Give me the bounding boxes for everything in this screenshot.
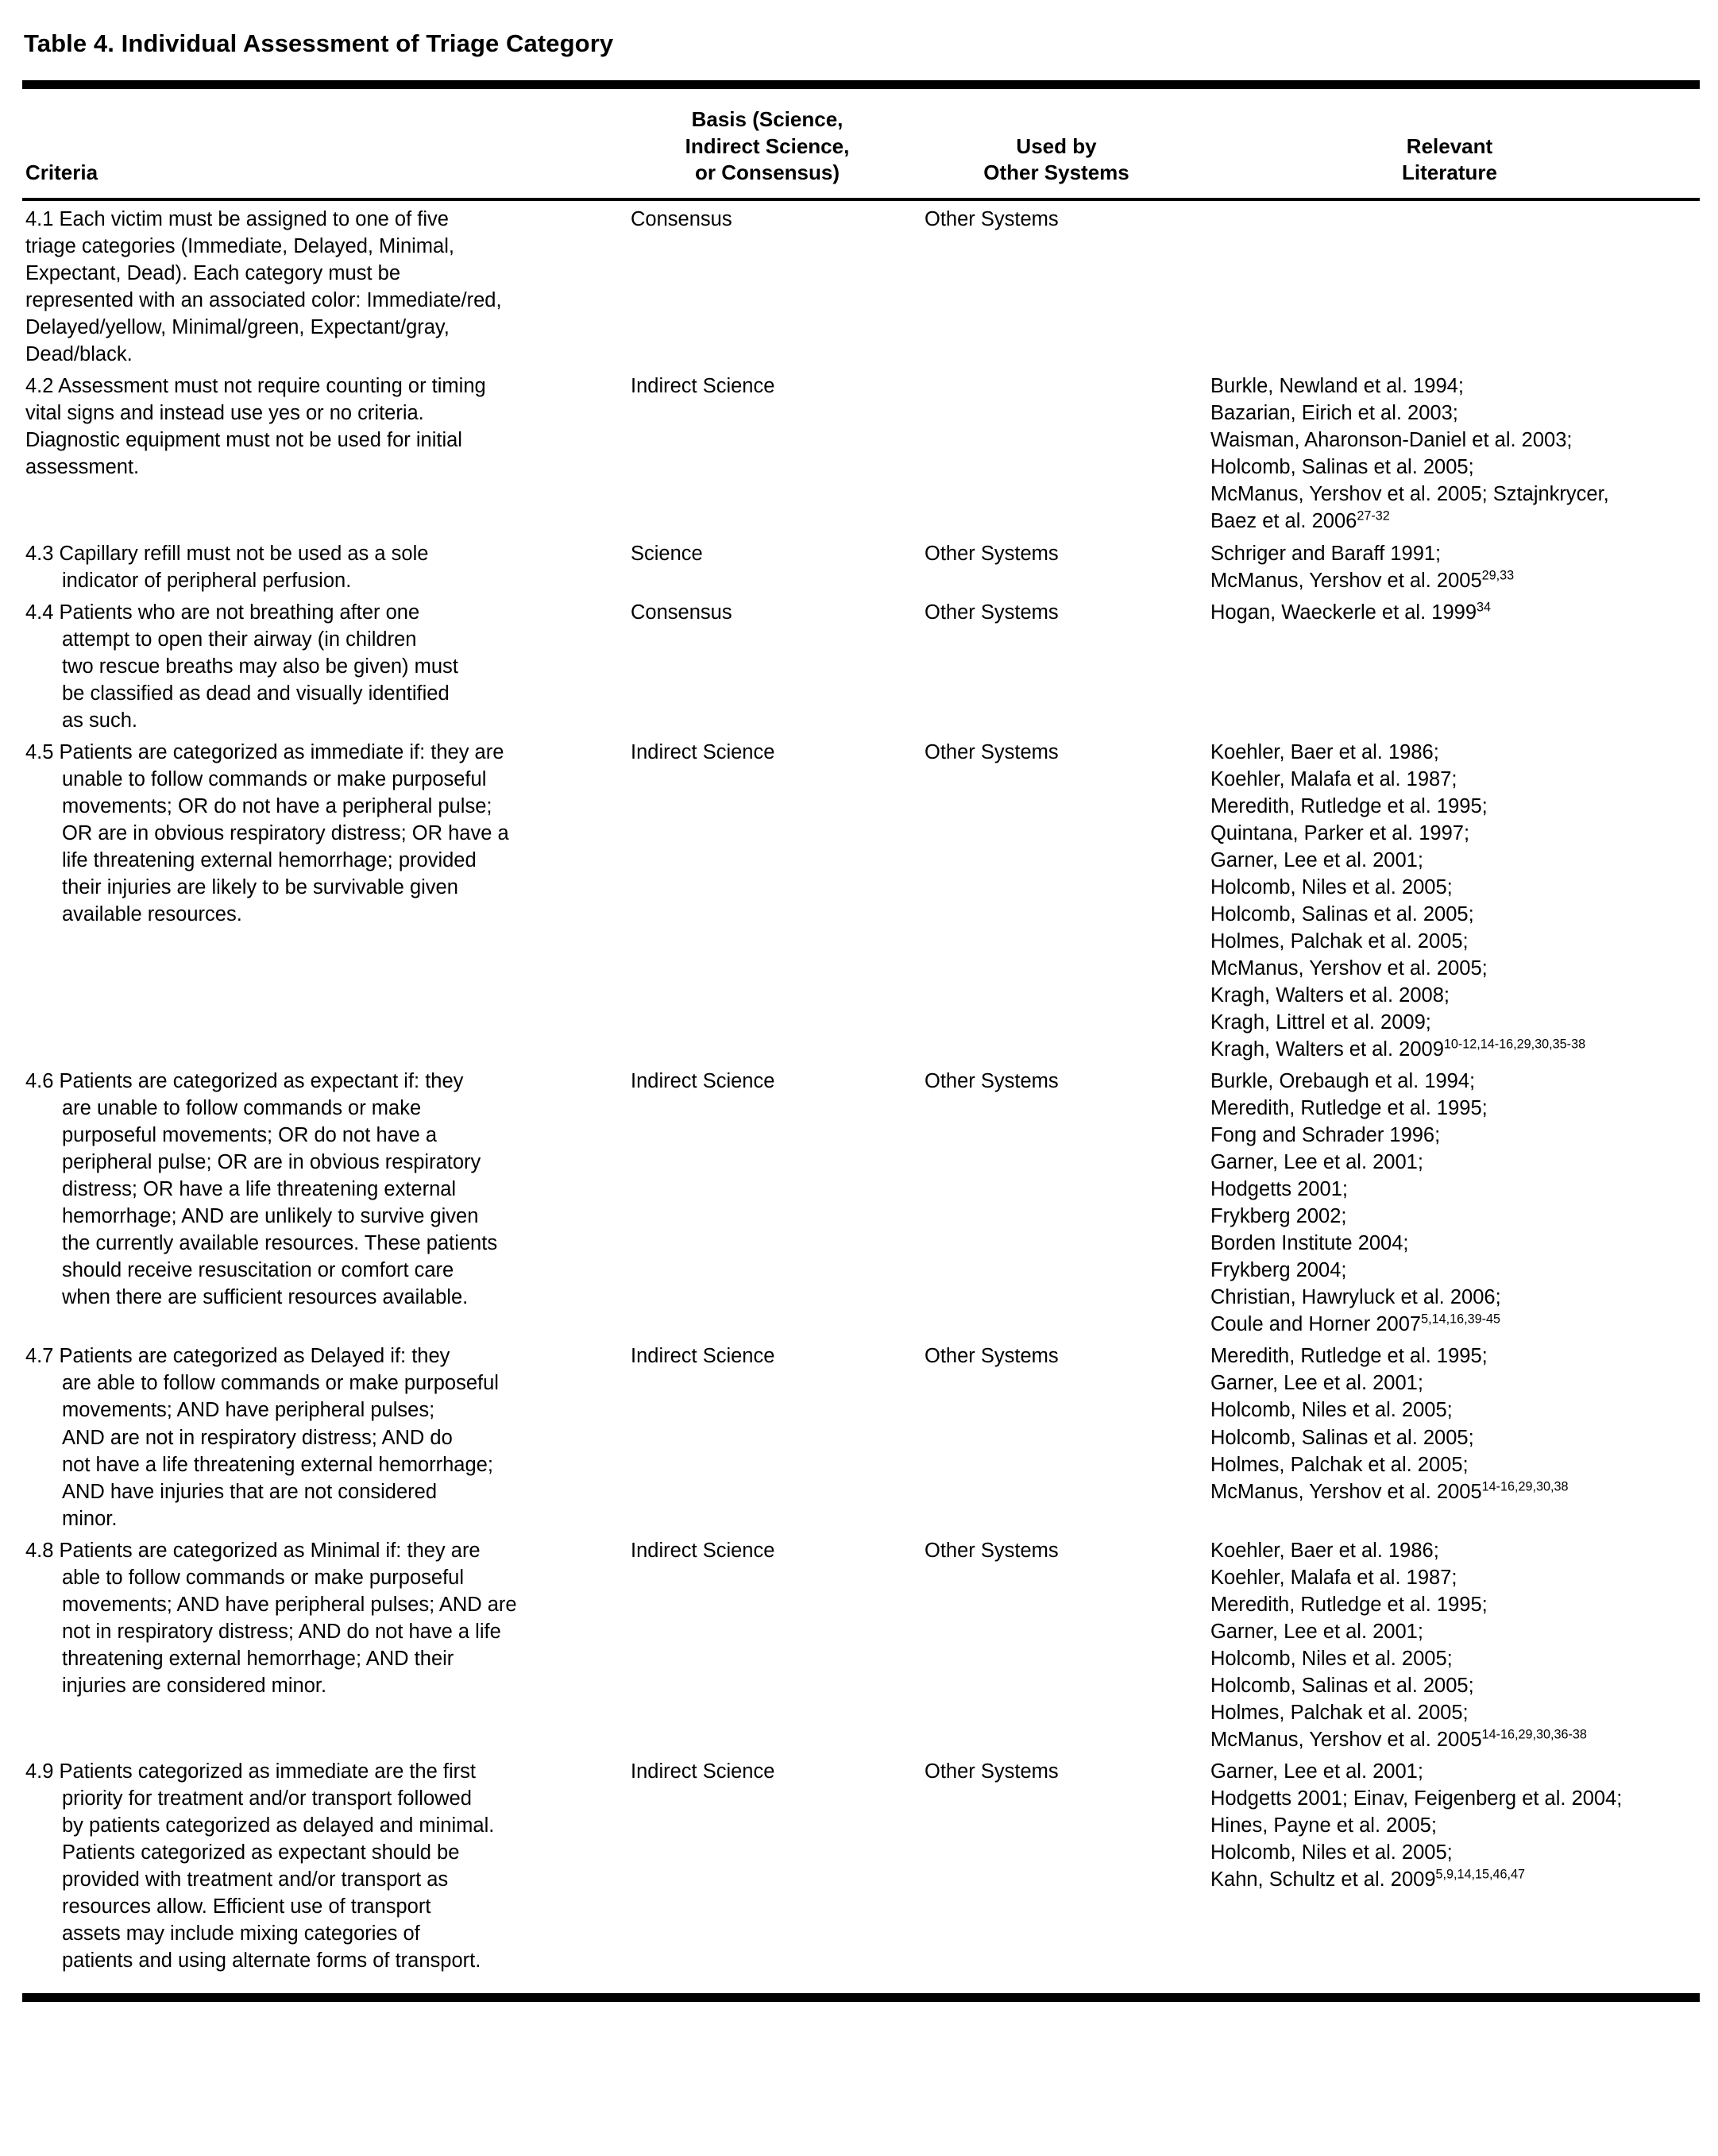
- literature-line: [1210, 1478, 1697, 1505]
- cell-used-by: Other Systems: [925, 1760, 1059, 1783]
- cell-used-by: Other Systems: [925, 542, 1059, 565]
- literature-citation: Kragh, Walters et al. 2009: [1210, 1038, 1444, 1061]
- column-header-basis-line2: Indirect Science,: [685, 133, 850, 158]
- literature-line: [1210, 1176, 1697, 1203]
- literature-line: [1210, 1370, 1697, 1397]
- literature-citation: Hogan, Waeckerle et al. 1999: [1210, 601, 1477, 624]
- criteria-line: resources allow. Efficient use of transport: [62, 1895, 431, 1918]
- literature-line: [1210, 982, 1697, 1009]
- literature-line: [1210, 1009, 1697, 1036]
- literature-citation: Hodgetts 2001; Einav, Feigenberg et al. 2004;: [1210, 1787, 1623, 1810]
- literature-line: [1210, 1866, 1697, 1893]
- literature-line: [1210, 1284, 1697, 1311]
- column-header-used-by: [913, 89, 1199, 199]
- criteria-line: indicator of peripheral perfusion.: [62, 569, 352, 592]
- cell-basis: Science: [631, 542, 703, 565]
- literature-citation: Meredith, Rutledge et al. 1995;: [1210, 1345, 1488, 1368]
- literature-line: [1210, 1149, 1697, 1176]
- criteria-line: 4.6 Patients are categorized as expectant if: they: [25, 1070, 464, 1093]
- criteria-line: unable to follow commands or make purposeful: [62, 767, 487, 790]
- cell-literature: [1199, 1063, 1700, 1338]
- cell-criteria: [22, 1753, 626, 1974]
- literature-citation: Holmes, Palchak et al. 2005;: [1210, 929, 1469, 952]
- literature-line: [1210, 1537, 1697, 1564]
- literature-line: [1210, 739, 1697, 766]
- literature-line: [1210, 901, 1697, 928]
- literature-citation: Holcomb, Niles et al. 2005;: [1210, 1841, 1453, 1864]
- literature-reference-superscript: 14-16,29,30,36-38: [1481, 1727, 1587, 1742]
- literature-line: [1210, 1839, 1697, 1866]
- criteria-line: Expectant, Dead). Each category must be: [25, 262, 400, 285]
- cell-used-by: Other Systems: [925, 1345, 1059, 1368]
- table-row: [22, 734, 1700, 1063]
- criteria-line: threatening external hemorrhage; AND their: [62, 1647, 454, 1670]
- literature-citation: Waisman, Aharonson-Daniel et al. 2003;: [1210, 429, 1573, 452]
- cell-criteria: [22, 594, 626, 734]
- literature-citation: Holcomb, Niles et al. 2005;: [1210, 875, 1453, 898]
- cell-literature: [1199, 368, 1700, 535]
- literature-line: [1210, 1068, 1697, 1095]
- literature-citation: Kahn, Schultz et al. 2009: [1210, 1868, 1436, 1891]
- criteria-line: their injuries are likely to be survivable given: [62, 875, 458, 898]
- literature-line: [1210, 1343, 1697, 1370]
- literature-citation: Holmes, Palchak et al. 2005;: [1210, 1701, 1469, 1724]
- literature-citation: Hodgetts 2001;: [1210, 1178, 1348, 1201]
- cell-criteria: [22, 199, 626, 368]
- criteria-line: should receive resuscitation or comfort care: [62, 1259, 454, 1282]
- literature-line: [1210, 1095, 1697, 1122]
- cell-criteria: [22, 1532, 626, 1753]
- literature-line: [1210, 1564, 1697, 1591]
- literature-citation: Holcomb, Salinas et al. 2005;: [1210, 902, 1474, 925]
- literature-citation: Christian, Hawryluck et al. 2006;: [1210, 1286, 1501, 1309]
- literature-line: [1210, 1424, 1697, 1451]
- criteria-line: minor.: [62, 1507, 118, 1530]
- cell-used-by: Other Systems: [925, 1539, 1059, 1562]
- table-header: [22, 89, 1700, 199]
- cell-used-by: Other Systems: [925, 740, 1059, 763]
- criteria-line: be classified as dead and visually identified: [62, 682, 450, 705]
- literature-line: [1210, 1230, 1697, 1257]
- criteria-line: 4.3 Capillary refill must not be used as a sole: [25, 542, 429, 565]
- table-row: [22, 199, 1700, 368]
- column-header-criteria: [22, 89, 626, 199]
- literature-line: [1210, 427, 1697, 454]
- criteria-line: 4.1 Each victim must be assigned to one of five: [25, 208, 449, 231]
- literature-citation: Borden Institute 2004;: [1210, 1232, 1409, 1255]
- literature-citation: McManus, Yershov et al. 2005: [1210, 1728, 1482, 1751]
- criteria-line: AND have injuries that are not considered: [62, 1480, 438, 1503]
- table-row: [22, 594, 1700, 734]
- literature-line: [1210, 454, 1697, 481]
- literature-citation: Fong and Schrader 1996;: [1210, 1124, 1441, 1147]
- cell-criteria: [22, 1338, 626, 1532]
- criteria-line: provided with treatment and/or transport as: [62, 1868, 449, 1891]
- cell-literature: [1199, 1532, 1700, 1753]
- criteria-line: Diagnostic equipment must not be used for initial: [25, 429, 462, 452]
- literature-citation: Holcomb, Salinas et al. 2005;: [1210, 456, 1474, 479]
- column-header-literature-line1: Relevant: [1406, 133, 1493, 158]
- literature-citation: Burkle, Newland et al. 1994;: [1210, 375, 1464, 398]
- literature-citation: Hines, Payne et al. 2005;: [1210, 1814, 1437, 1837]
- criteria-line: priority for treatment and/or transport followed: [62, 1787, 472, 1810]
- literature-citation: Kragh, Walters et al. 2008;: [1210, 984, 1450, 1007]
- literature-citation: Garner, Lee et al. 2001;: [1210, 848, 1423, 871]
- literature-citation: Kragh, Littrel et al. 2009;: [1210, 1011, 1431, 1034]
- criteria-line: injuries are considered minor.: [62, 1674, 327, 1697]
- literature-reference-superscript: 10-12,14-16,29,30,35-38: [1443, 1037, 1586, 1052]
- literature-line: [1210, 1672, 1697, 1699]
- literature-citation: Burkle, Orebaugh et al. 1994;: [1210, 1070, 1476, 1093]
- cell-literature: [1199, 1753, 1700, 1974]
- table-title: Table 4. Individual Assessment of Triage Category: [24, 29, 614, 57]
- literature-line: [1210, 1785, 1697, 1812]
- criteria-line: attempt to open their airway (in children: [62, 628, 417, 651]
- literature-line: [1210, 1812, 1697, 1839]
- triage-assessment-table: [22, 89, 1700, 1974]
- criteria-line: movements; AND have peripheral pulses;: [62, 1399, 435, 1422]
- cell-basis: Indirect Science: [631, 740, 775, 763]
- criteria-line: able to follow commands or make purposeful: [62, 1566, 465, 1589]
- criteria-line: life threatening external hemorrhage; provided: [62, 848, 477, 871]
- literature-citation: McManus, Yershov et al. 2005: [1210, 569, 1482, 592]
- literature-reference-superscript: 14-16,29,30,38: [1481, 1479, 1569, 1494]
- literature-line: [1210, 1122, 1697, 1149]
- criteria-line: 4.7 Patients are categorized as Delayed if: they: [25, 1345, 450, 1368]
- literature-line: [1210, 820, 1697, 847]
- criteria-line: two rescue breaths may also be given) must: [62, 655, 458, 678]
- literature-citation: Meredith, Rutledge et al. 1995;: [1210, 794, 1488, 817]
- table-row: [22, 1532, 1700, 1753]
- literature-reference-superscript: 34: [1477, 600, 1492, 615]
- literature-reference-superscript: 5,9,14,15,46,47: [1435, 1867, 1526, 1882]
- literature-citation: Holcomb, Salinas et al. 2005;: [1210, 1674, 1474, 1697]
- literature-line: [1210, 793, 1697, 820]
- criteria-line: distress; OR have a life threatening external: [62, 1178, 457, 1201]
- criteria-line: when there are sufficient resources available.: [62, 1286, 469, 1309]
- criteria-line: 4.2 Assessment must not require counting or timing: [25, 375, 486, 398]
- literature-citation: Garner, Lee et al. 2001;: [1210, 1760, 1423, 1783]
- literature-line: [1210, 400, 1697, 427]
- literature-line: [1210, 599, 1697, 626]
- cell-basis: Consensus: [631, 601, 732, 624]
- criteria-line: hemorrhage; AND are unlikely to survive given: [62, 1205, 479, 1228]
- cell-basis: Indirect Science: [631, 375, 775, 398]
- cell-basis: Indirect Science: [631, 1539, 775, 1562]
- cell-basis: Indirect Science: [631, 1070, 775, 1093]
- literature-citation: Garner, Lee et al. 2001;: [1210, 1620, 1423, 1643]
- criteria-line: 4.9 Patients categorized as immediate are the first: [25, 1760, 476, 1783]
- literature-line: [1210, 540, 1697, 567]
- literature-citation: Baez et al. 2006: [1210, 510, 1357, 533]
- literature-line: [1210, 1758, 1697, 1785]
- cell-literature: [1199, 594, 1700, 734]
- table-bottom-rule: [22, 1993, 1700, 2002]
- criteria-line: as such.: [62, 709, 137, 732]
- criteria-line: OR are in obvious respiratory distress; OR have a: [62, 821, 509, 844]
- literature-line: [1210, 1699, 1697, 1726]
- literature-line: [1210, 1591, 1697, 1618]
- cell-literature: [1199, 1338, 1700, 1532]
- literature-citation: Frykberg 2004;: [1210, 1259, 1347, 1282]
- cell-basis: Consensus: [631, 208, 732, 231]
- column-header-basis-line3: or Consensus): [694, 160, 840, 185]
- criteria-line: available resources.: [62, 902, 242, 925]
- cell-used-by: Other Systems: [925, 1070, 1059, 1093]
- literature-citation: Meredith, Rutledge et al. 1995;: [1210, 1593, 1488, 1616]
- criteria-line: assessment.: [25, 456, 140, 479]
- literature-line: [1210, 567, 1697, 594]
- criteria-line: Delayed/yellow, Minimal/green, Expectant/gray,: [25, 316, 450, 339]
- literature-citation: Quintana, Parker et al. 1997;: [1210, 821, 1470, 844]
- literature-line: [1210, 1645, 1697, 1672]
- cell-basis: Indirect Science: [631, 1345, 775, 1368]
- literature-citation: Koehler, Malafa et al. 1987;: [1210, 1566, 1457, 1589]
- cell-criteria: [22, 368, 626, 535]
- literature-reference-superscript: 5,14,16,39-45: [1421, 1312, 1501, 1327]
- criteria-line: 4.4 Patients who are not breathing after one: [25, 601, 420, 624]
- literature-citation: Holcomb, Niles et al. 2005;: [1210, 1647, 1453, 1670]
- literature-citation: Meredith, Rutledge et al. 1995;: [1210, 1097, 1488, 1120]
- literature-citation: Koehler, Baer et al. 1986;: [1210, 740, 1439, 763]
- literature-line: [1210, 928, 1697, 955]
- cell-basis: Indirect Science: [631, 1760, 775, 1783]
- criteria-line: movements; OR do not have a peripheral pulse;: [62, 794, 492, 817]
- literature-line: [1210, 1311, 1697, 1338]
- criteria-line: Patients categorized as expectant should be: [62, 1841, 460, 1864]
- criteria-line: vital signs and instead use yes or no criteria.: [25, 402, 424, 425]
- criteria-line: peripheral pulse; OR are in obvious respiratory: [62, 1151, 481, 1174]
- criteria-line: not in respiratory distress; AND do not have a life: [62, 1620, 501, 1643]
- literature-line: [1210, 1036, 1697, 1063]
- table-body: [22, 199, 1700, 1974]
- cell-literature: [1199, 535, 1700, 594]
- literature-citation: Holcomb, Niles et al. 2005;: [1210, 1399, 1453, 1422]
- criteria-line: AND are not in respiratory distress; AND do: [62, 1426, 453, 1449]
- literature-citation: Frykberg 2002;: [1210, 1205, 1347, 1228]
- cell-criteria: [22, 535, 626, 594]
- literature-line: [1210, 1451, 1697, 1478]
- column-header-basis-line1: Basis (Science,: [691, 106, 844, 131]
- column-header-used-by-line2: Other Systems: [983, 160, 1129, 185]
- literature-line: [1210, 847, 1697, 874]
- literature-reference-superscript: 29,33: [1481, 568, 1515, 583]
- table-bottom-spacer: [21, 1974, 1697, 1993]
- criteria-line: 4.8 Patients are categorized as Minimal if: they are: [25, 1539, 481, 1562]
- literature-line: [1210, 508, 1697, 535]
- criteria-line: movements; AND have peripheral pulses; AND are: [62, 1593, 517, 1616]
- literature-line: [1210, 766, 1697, 793]
- literature-citation: McManus, Yershov et al. 2005: [1210, 1480, 1482, 1503]
- literature-citation: Coule and Horner 2007: [1210, 1313, 1422, 1336]
- literature-line: [1210, 1203, 1697, 1230]
- column-header-criteria-label: Criteria: [25, 160, 98, 185]
- criteria-line: the currently available resources. These patients: [62, 1232, 498, 1255]
- criteria-line: purposeful movements; OR do not have a: [62, 1124, 438, 1147]
- table-row: [22, 1753, 1700, 1974]
- criteria-line: are unable to follow commands or make: [62, 1097, 422, 1120]
- cell-literature: [1199, 199, 1700, 368]
- literature-line: [1210, 1618, 1697, 1645]
- criteria-line: are able to follow commands or make purposeful: [62, 1372, 499, 1395]
- literature-citation: Holcomb, Salinas et al. 2005;: [1210, 1426, 1474, 1449]
- literature-line: [1210, 1397, 1697, 1424]
- table-row: [22, 1063, 1700, 1338]
- cell-criteria: [22, 1063, 626, 1338]
- literature-citation: Garner, Lee et al. 2001;: [1210, 1151, 1423, 1174]
- cell-literature: [1199, 734, 1700, 1063]
- cell-used-by: Other Systems: [925, 601, 1059, 624]
- criteria-line: not have a life threatening external hemorrhage;: [62, 1453, 493, 1476]
- literature-citation: McManus, Yershov et al. 2005;: [1210, 956, 1488, 979]
- column-header-used-by-line1: Used by: [1016, 133, 1097, 158]
- literature-line: [1210, 373, 1697, 400]
- table-top-rule: [22, 80, 1700, 89]
- literature-citation: Bazarian, Eirich et al. 2003;: [1210, 402, 1458, 425]
- criteria-line: triage categories (Immediate, Delayed, Minimal,: [25, 235, 454, 258]
- table-header-row: [22, 89, 1700, 199]
- literature-citation: Schriger and Baraff 1991;: [1210, 542, 1442, 565]
- table-row: [22, 1338, 1700, 1532]
- literature-line: [1210, 955, 1697, 982]
- literature-line: [1210, 1726, 1697, 1753]
- criteria-line: represented with an associated color: Immediate/red,: [25, 289, 502, 312]
- literature-citation: Garner, Lee et al. 2001;: [1210, 1372, 1423, 1395]
- column-header-literature-line2: Literature: [1402, 160, 1497, 185]
- cell-used-by: [913, 368, 1199, 535]
- criteria-line: Dead/black.: [25, 343, 133, 366]
- table-row: [22, 368, 1700, 535]
- criteria-line: by patients categorized as delayed and minimal.: [62, 1814, 495, 1837]
- column-header-basis: [626, 89, 913, 199]
- cell-used-by: Other Systems: [925, 208, 1059, 231]
- literature-citation: Koehler, Baer et al. 1986;: [1210, 1539, 1439, 1562]
- literature-line: [1210, 481, 1697, 508]
- literature-citation: Koehler, Malafa et al. 1987;: [1210, 767, 1457, 790]
- literature-citation: McManus, Yershov et al. 2005; Sztajnkrycer,: [1210, 483, 1609, 506]
- column-header-literature: [1199, 89, 1700, 199]
- literature-citation: Holmes, Palchak et al. 2005;: [1210, 1453, 1469, 1476]
- table-row: [22, 535, 1700, 594]
- cell-criteria: [22, 734, 626, 1063]
- criteria-line: 4.5 Patients are categorized as immediate if: they are: [25, 740, 504, 763]
- criteria-line: assets may include mixing categories of: [62, 1922, 420, 1945]
- literature-reference-superscript: 27-32: [1357, 508, 1390, 524]
- literature-line: [1210, 874, 1697, 901]
- criteria-line: patients and using alternate forms of transport.: [62, 1949, 481, 1972]
- literature-line: [1210, 1257, 1697, 1284]
